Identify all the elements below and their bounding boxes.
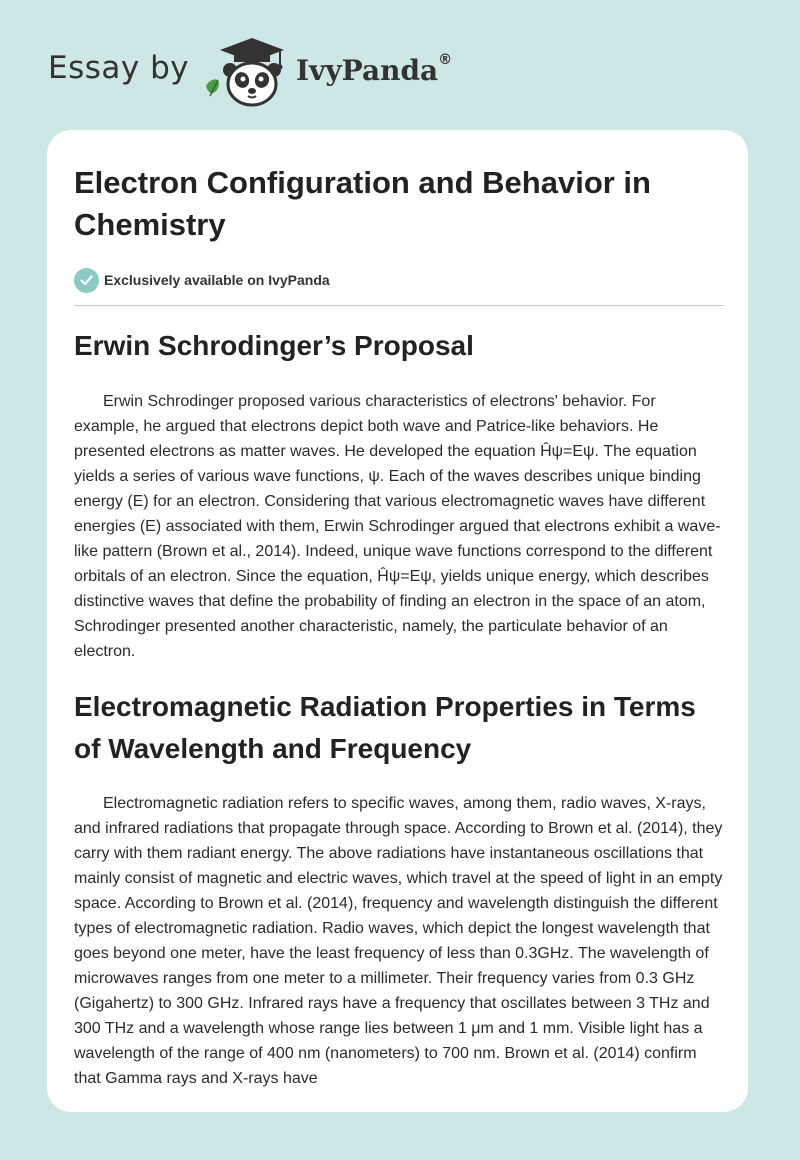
- panda-logo-icon[interactable]: [204, 36, 292, 108]
- section-paragraph: Electromagnetic radiation refers to specific waves, among them, radio waves, X-rays, and infrared radiations that propagate through space. According to Brown et al. (2014), they carry with them radiant energy. The above radiations have instantaneous oscillations that mainly consist of magnetic and electric waves, which travel at the speed of light in an empty space. According to Brown et al. (2014), frequency and wavelength distinguish the different types of electromagnetic radiation. Radio waves, which depict the longest wavelength that goes beyond one meter, have the least frequency of less than 0.3GHz. The wavelength of microwaves ranges from one meter to a millimeter. Their frequency varies from 0.3 GHz (Gigahertz) to 300 GHz. Infrared rays have a frequency that oscillates between 3 THz and 300 THz and a wavelength whose range lies between 1 μm and 1 mm. Visible light has a wavelength of the range of 400 nm (nanometers) to 700 nm. Brown et al. (2014) confirm that Gamma rays and X-rays have: [74, 795, 723, 1087]
- article-content: [74, 162, 724, 1091]
- exclusive-badge-text: Exclusively available on IvyPanda: [104, 272, 330, 288]
- exclusive-badge: [74, 266, 724, 294]
- section-heading: Erwin Schrodinger’s Proposal: [74, 330, 474, 361]
- article-card: [47, 130, 748, 1112]
- brand-name[interactable]: [296, 54, 452, 87]
- registered-mark: ®: [438, 52, 453, 68]
- brand-name-text: IvyPanda: [296, 54, 439, 87]
- essay-by-label: Essay by: [48, 50, 190, 86]
- section-paragraph: Erwin Schrodinger proposed various characteristics of electrons' behavior. For example, he argued that electrons depict both wave and Patrice-like behaviors. He presented electrons as matter waves. He developed the equation Ĥψ=Eψ. The equation yields a series of various wave functions, ψ. Each of the waves describes unique binding energy (E) for an electron. Considering that various electromagnetic waves have different energies (E) associated with them, Erwin Schrodinger argued that electrons exhibit a wave-like pattern (Brown et al., 2014). Indeed, unique wave functions correspond to the different orbitals of an electron. Since the equation, Ĥψ=Eψ, yields unique energy, which describes distinctive waves that define the probability of finding an electron in the space of an atom, Schrodinger presented another characteristic, namely, the particulate behavior of an electron.: [74, 393, 721, 660]
- site-header: [48, 30, 548, 110]
- section-heading: Electromagnetic Radiation Properties in Terms of Wavelength and Frequency: [74, 691, 696, 764]
- check-icon: [74, 268, 99, 293]
- article-title: Electron Configuration and Behavior in Chemistry: [74, 165, 651, 242]
- title-divider: [74, 305, 724, 306]
